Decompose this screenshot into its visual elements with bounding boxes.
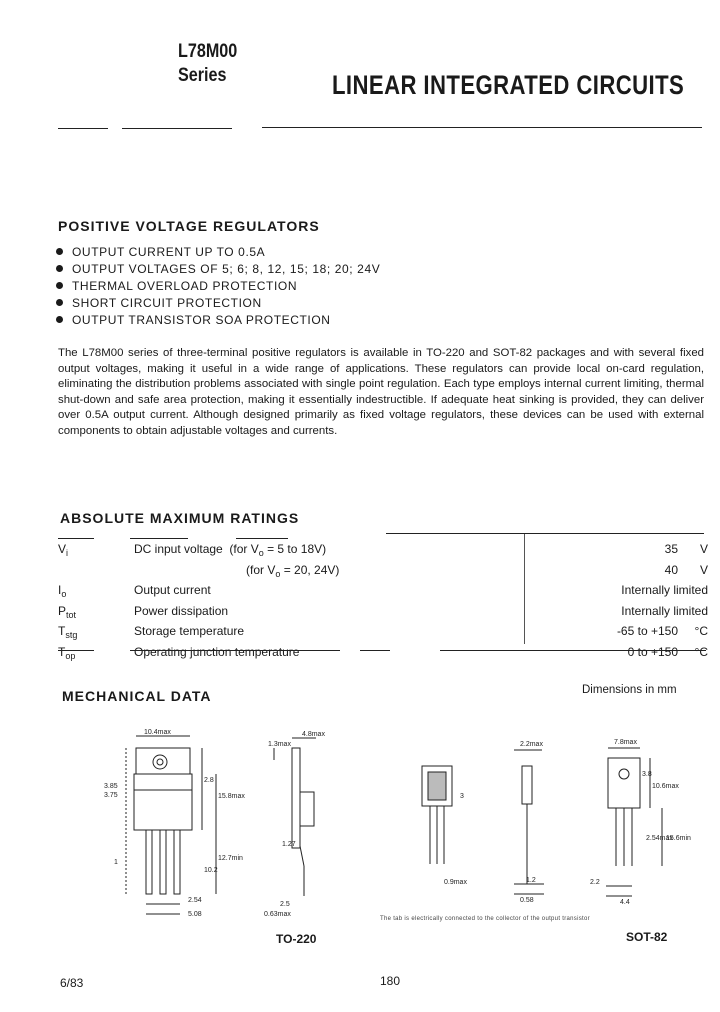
- package-note: The tab is electrically connected to the collector of the output transistor: [380, 916, 590, 922]
- dim-label: 0.9max: [444, 879, 467, 886]
- sot82-drawing: [410, 736, 704, 926]
- series-code: L78M00: [178, 41, 238, 62]
- dim-label: 2.54: [188, 897, 202, 904]
- parameter-cell: Output current: [134, 583, 211, 597]
- header-rule-left: [58, 128, 108, 129]
- bullet-icon: [56, 248, 63, 255]
- dim-label: 4.4: [620, 899, 630, 906]
- dim-label: 10.2: [204, 867, 218, 874]
- description-paragraph: The L78M00 series of three-terminal positive regulators is available in TO-220 and SOT-82 packages and with several fixed output voltages, making it useful in a wide range of applications. These regulators can provide local on-card regulation, eliminating the distribution problems associated with single point regulation. Each type employs internal current limiting, thermal shut-down and safe area protection, making it essentially indestructible. If adequate heat sinking is provided, they can deliver over 0.5A output current. Although designed primarily as fixed voltage regulators, these devices can be used with external components to obtain adjustable voltages and currents.: [58, 347, 704, 437]
- parameter-cell: Storage temperature: [134, 624, 245, 638]
- feature-item: SHORT CIRCUIT PROTECTION: [56, 295, 380, 312]
- dim-label: 5.08: [188, 911, 202, 918]
- symbol-cell: $T_{stg}$: [58, 624, 78, 640]
- dim-label: 12.7min: [218, 855, 243, 862]
- value-cell: -65 to +150: [616, 624, 678, 638]
- dim-label: 15.6min: [666, 835, 691, 842]
- symbol-cell: $P_{tot}$: [58, 603, 77, 620]
- series-word: Series: [178, 65, 227, 86]
- dim-label: 2.5: [280, 901, 290, 908]
- dim-label: 3.75: [104, 792, 118, 799]
- feature-item: OUTPUT TRANSISTOR SOA PROTECTION: [56, 312, 380, 329]
- dim-label: 2.2: [590, 879, 600, 886]
- ratings-bottom-rule: [130, 650, 340, 651]
- parameter-cell: DC input voltage (for $V_o = 5$ to 18V): [134, 542, 327, 558]
- parameter-cell: Power dissipation: [134, 603, 229, 618]
- ratings-bottom-rule: [360, 650, 390, 651]
- symbol-cell: $I_o$: [58, 583, 67, 599]
- dim-label: 10.4max: [144, 729, 171, 736]
- dim-label: 4.8max: [302, 731, 325, 738]
- symbol-cell: $T_{op}$: [58, 644, 76, 661]
- mounting-hole: [153, 755, 167, 769]
- dim-label: 1: [114, 859, 118, 866]
- table-row: [58, 623, 708, 644]
- unit-cell: V: [699, 562, 708, 577]
- dim-label: 3: [460, 793, 464, 800]
- lead: [174, 830, 180, 894]
- table-row: [58, 562, 708, 583]
- dim-label: 1.3max: [268, 741, 291, 748]
- dim-label: 15.8max: [218, 793, 245, 800]
- value-cell: Internally limited: [621, 603, 708, 618]
- package-label-sot82: SOT-82: [626, 930, 668, 944]
- value-cell: 0 to +150: [627, 644, 678, 659]
- dim-label: 10.6max: [652, 783, 679, 790]
- to220-drawing: [104, 726, 344, 936]
- dim-label: 2.8: [204, 777, 214, 784]
- symbol-cell: $V_i$: [58, 542, 69, 558]
- dim-label: 3.8: [642, 771, 652, 778]
- sot-right-body: [608, 758, 640, 808]
- table-row: [58, 644, 708, 665]
- table-row: [58, 582, 708, 603]
- unit-cell: °C: [694, 624, 708, 638]
- header-rule-right: [262, 127, 702, 128]
- feature-list: [56, 244, 380, 329]
- dim-label: 1.27: [282, 841, 296, 848]
- dim-label: 1.2: [526, 877, 536, 884]
- bullet-icon: [56, 299, 63, 306]
- feature-item: OUTPUT CURRENT UP TO 0.5A: [56, 244, 380, 261]
- ratings-bottom-rule: [58, 650, 94, 651]
- side-body: [292, 748, 300, 848]
- feature-item: OUTPUT VOLTAGES OF 5; 6; 8, 12, 15; 18; 20; 24V: [56, 261, 380, 278]
- sot-side: [522, 766, 532, 804]
- bullet-icon: [56, 282, 63, 289]
- header-rule-mid: [122, 128, 232, 129]
- dim-label: 2.54max: [646, 835, 673, 842]
- dim-label: 0.58: [520, 897, 534, 904]
- table-row: [58, 541, 708, 562]
- parameter-cell: (for $V_o = 20$, 24V): [246, 562, 340, 579]
- section-title-regulators: POSITIVE VOLTAGE REGULATORS: [58, 218, 320, 234]
- ratings-rule: [58, 538, 94, 539]
- value-cell: 35: [664, 542, 678, 556]
- bullet-icon: [56, 265, 63, 272]
- value-cell: Internally limited: [621, 583, 708, 597]
- ratings-bottom-rule: [440, 650, 706, 651]
- side-heatsink: [300, 792, 314, 826]
- parameter-cell: Operating junction temperature: [134, 644, 300, 659]
- footer-date: 6/83: [60, 976, 84, 990]
- series-name: [178, 40, 237, 88]
- section-title-ratings: ABSOLUTE MAXIMUM RATINGS: [60, 510, 300, 526]
- package-label-to220: TO-220: [276, 932, 317, 946]
- ratings-rule: [236, 538, 288, 539]
- units-note: Dimensions in mm: [582, 684, 677, 696]
- page-title: LINEAR INTEGRATED CIRCUITS: [332, 70, 685, 100]
- unit-cell: V: [699, 542, 708, 556]
- dim-label: 3.85: [104, 783, 118, 790]
- bullet-icon: [56, 316, 63, 323]
- lead: [146, 830, 152, 894]
- value-cell: 40: [664, 562, 678, 577]
- section-title-mechanical: MECHANICAL DATA: [62, 688, 212, 704]
- dim-label: 7.8max: [614, 739, 637, 746]
- ratings-rule: [130, 538, 188, 539]
- feature-item: THERMAL OVERLOAD PROTECTION: [56, 278, 380, 295]
- ratings-rule: [386, 533, 704, 534]
- dim-label: 0.63max: [264, 911, 291, 918]
- lead: [160, 830, 166, 894]
- unit-cell: °C: [694, 644, 708, 659]
- table-row: [58, 603, 708, 624]
- dim-label: 2.2max: [520, 741, 543, 748]
- page-number: 180: [380, 974, 401, 988]
- body-outline: [134, 774, 192, 830]
- symbol-cell: [58, 562, 134, 583]
- ratings-table: [58, 541, 708, 664]
